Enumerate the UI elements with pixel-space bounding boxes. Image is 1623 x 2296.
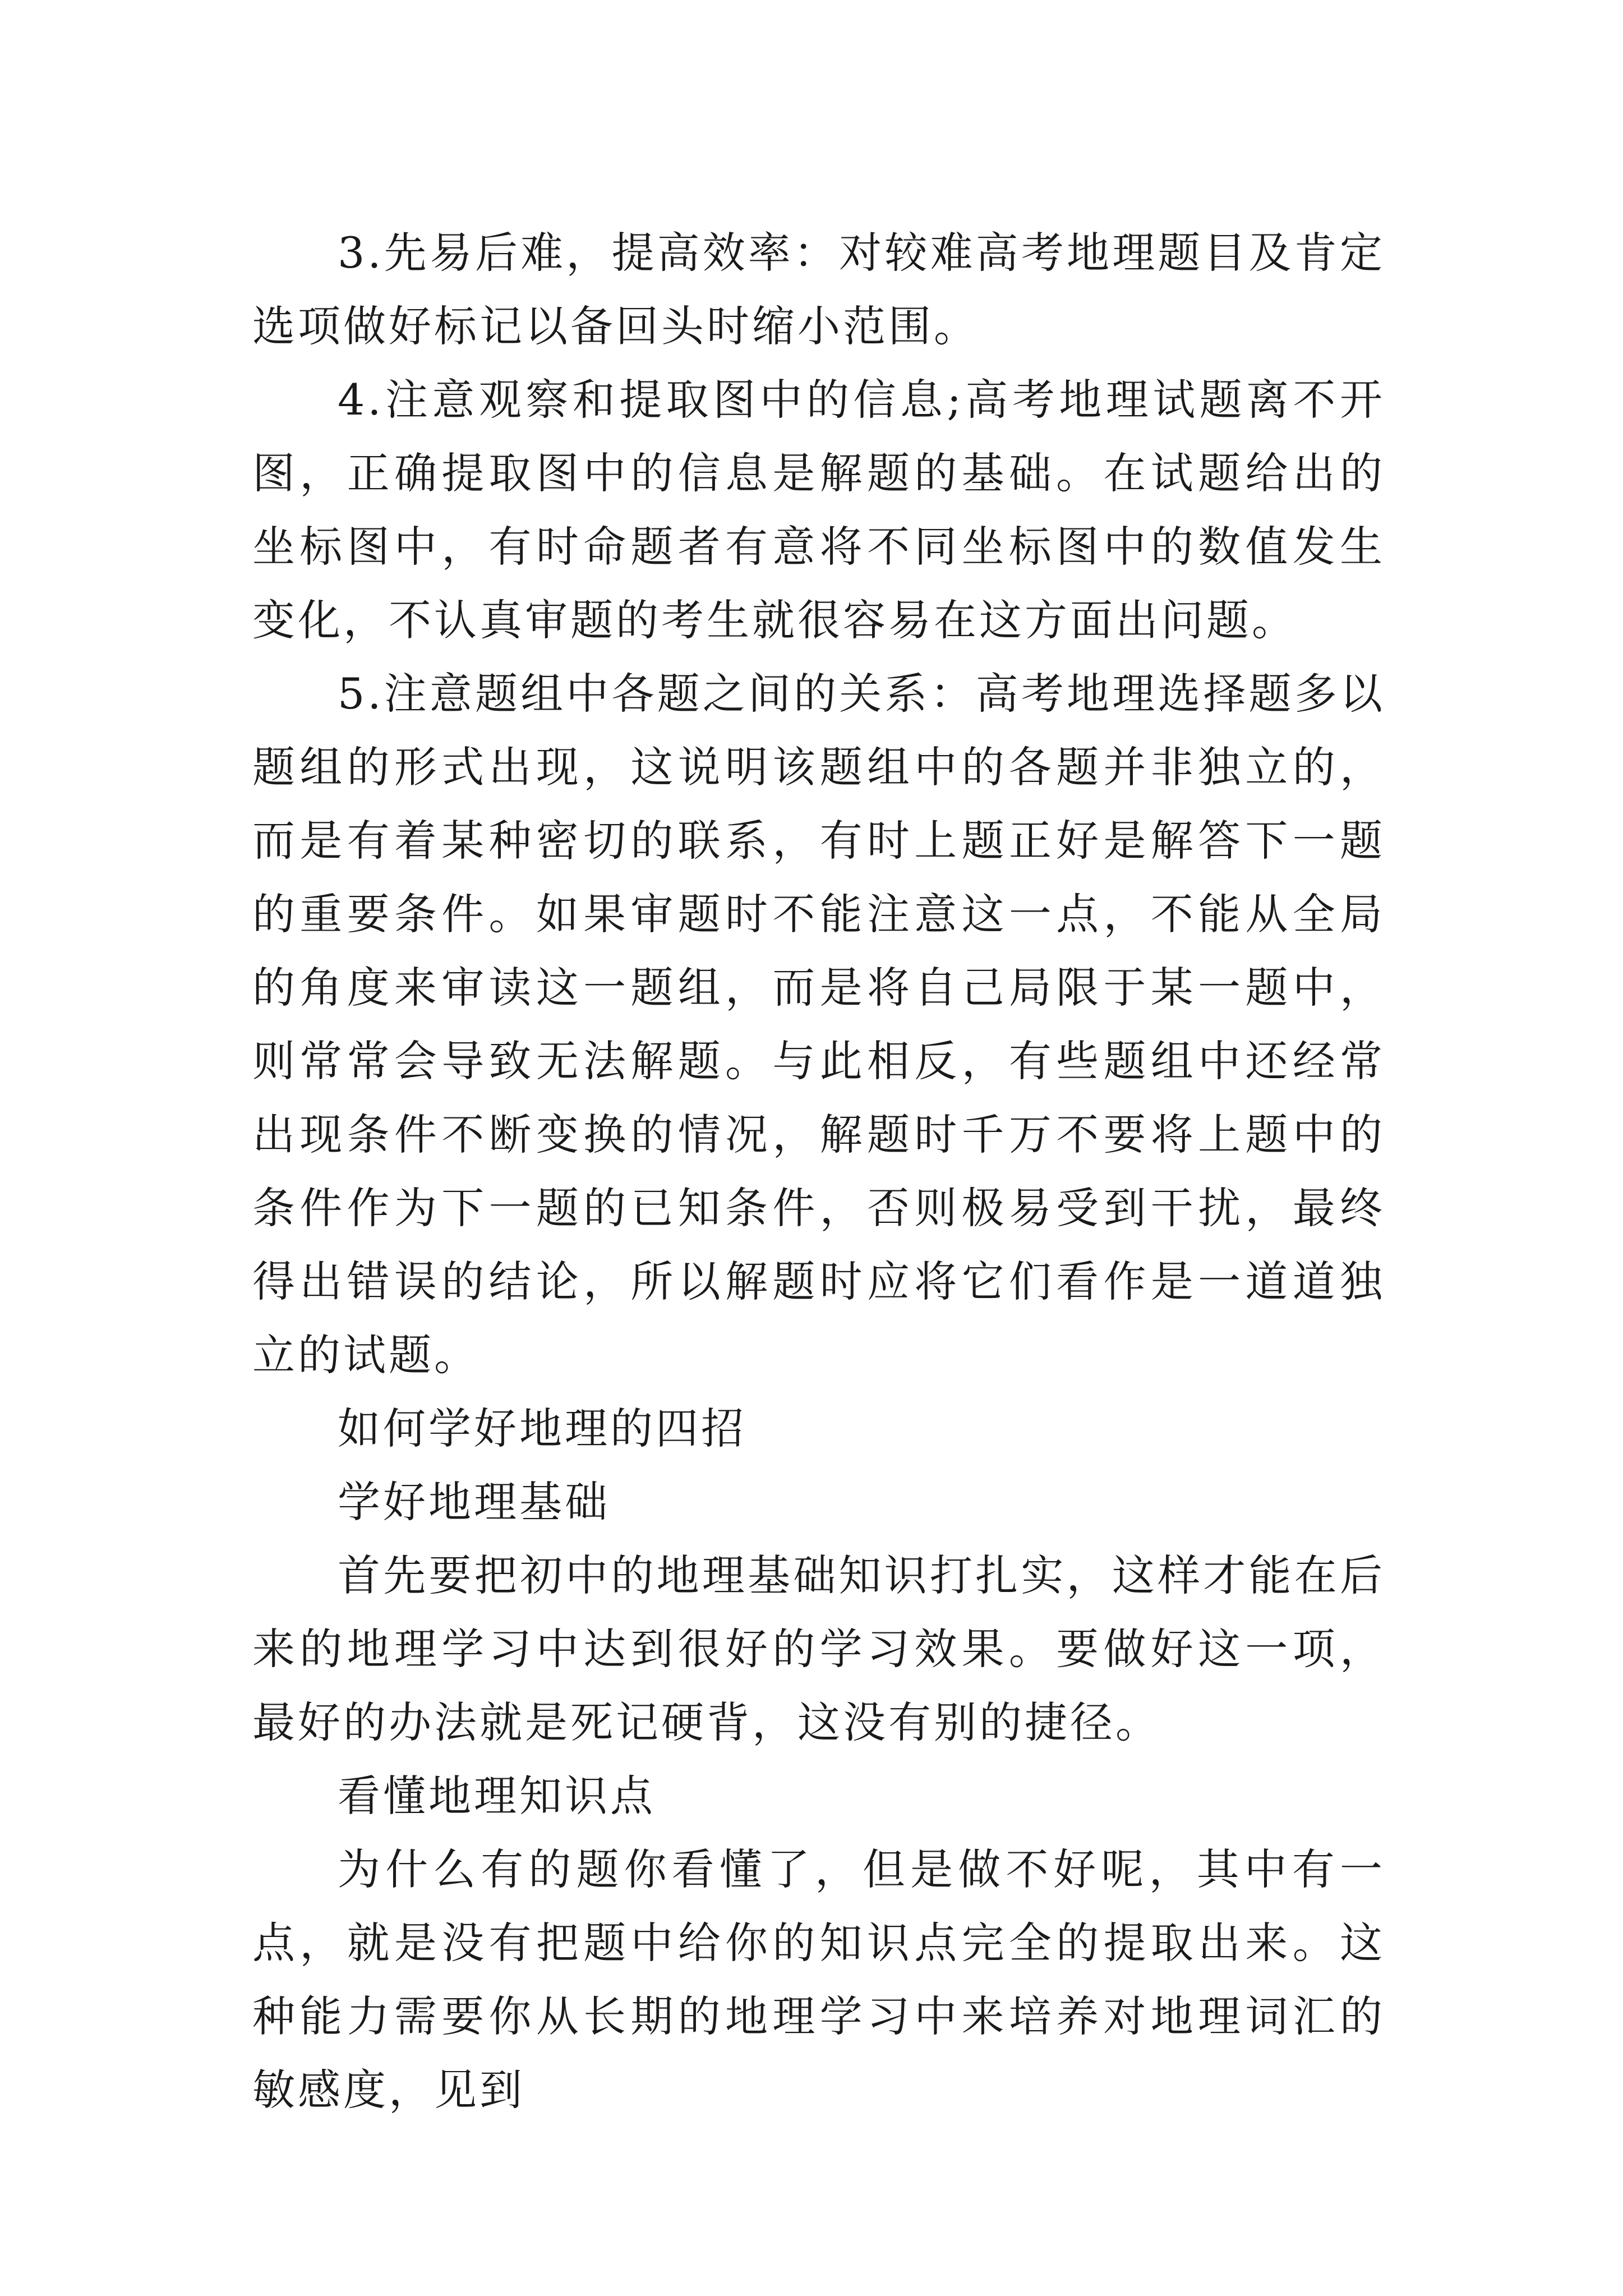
paragraph-tip-3: 3.先易后难，提高效率：对较难高考地理题目及肯定选项做好标记以备回头时缩小范围。 [252, 228, 1385, 351]
paragraph-tip-5: 5.注意题组中各题之间的关系：高考地理选择题多以题组的形式出现，这说明该题组中的各题并非独立的，而是有着某种密切的联系，有时上题正好是解答下一题的重要条件。如果审题时不能注意这一点，不能从全局的角度来审读这一题组，而是将自己局限于某一题中，则常常会导致无法解题。与此相反，有些题组中还经常出现条件不断变换的情况，解题时千万不要将上题中的条件作为下一题的已知条件，否则极易受到干扰，最终得出错误的结论，所以解题时应将它们看作是一道道独立的试题。 [252, 669, 1385, 1380]
subheading-knowledge-points: 看懂地理知识点 [338, 1771, 656, 1821]
paragraph-knowledge-points: 为什么有的题你看懂了，但是做不好呢，其中有一点，就是没有把题中给你的知识点完全的提取出来。这种能力需要你从长期的地理学习中来培养对地理词汇的敏感度，见到 [252, 1844, 1385, 2115]
section-heading-four-tips: 如何学好地理的四招 [338, 1404, 746, 1453]
document-body [252, 216, 1385, 2127]
paragraph-tip-4: 4.注意观察和提取图中的信息;高考地理试题离不开图，正确提取图中的信息是解题的基础。在试题给出的坐标图中，有时命题者有意将不同坐标图中的数值发生变化，不认真审题的考生就很容易在这方面出问题。 [252, 375, 1385, 645]
subheading-basics: 学好地理基础 [338, 1477, 610, 1527]
paragraph-basics: 首先要把初中的地理基础知识打扎实，这样才能在后来的地理学习中达到很好的学习效果。要做好这一项，最好的办法就是死记硬背，这没有别的捷径。 [252, 1550, 1385, 1747]
